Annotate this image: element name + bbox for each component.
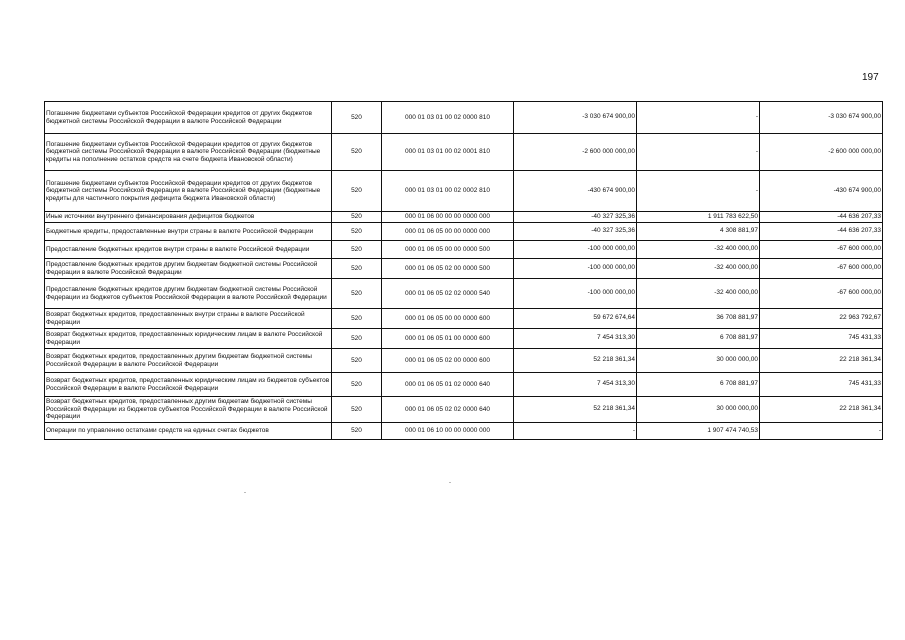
line-code: 520	[351, 356, 362, 364]
amount-approved-cell	[514, 349, 637, 373]
page-number: 197	[862, 72, 879, 83]
budget-code: 000 01 06 05 01 02 0000 640	[405, 380, 490, 388]
table-row	[45, 423, 883, 440]
budget-code-cell	[382, 397, 514, 423]
row-name: Предоставление бюджетных кредитов другим бюджетам бюджетной системы Российской Федерации из бюджетов субъектов Российской Федерации в валюте Российской Федерации	[46, 285, 327, 301]
amount-unexecuted: -67 600 000,00	[837, 264, 881, 272]
amount-unexecuted: -67 600 000,00	[837, 289, 881, 297]
budget-code: 000 01 06 05 02 02 0000 640	[405, 405, 490, 413]
amount-approved-cell	[514, 171, 637, 212]
budget-code-cell	[382, 171, 514, 212]
row-name-cell	[45, 134, 332, 171]
amount-unexecuted: -44 636 207,33	[837, 212, 881, 220]
amount-approved-cell	[514, 309, 637, 329]
line-code: 520	[351, 148, 362, 156]
line-code-cell	[332, 171, 382, 212]
line-code: 520	[351, 213, 362, 221]
budget-code-cell	[382, 309, 514, 329]
amount-approved: -40 327 325,36	[591, 212, 635, 220]
row-name: Иные источники внутреннего финансирования дефицитов бюджетов	[46, 213, 255, 221]
amount-approved-cell	[514, 241, 637, 259]
amount-approved-cell	[514, 134, 637, 171]
amount-executed: 6 708 881,97	[720, 334, 758, 342]
row-name: Бюджетные кредиты, предоставленные внутри страны в валюте Российской Федерации	[46, 227, 314, 235]
amount-approved: -430 674 900,00	[587, 186, 635, 194]
amount-unexecuted-cell	[760, 134, 883, 171]
line-code-cell	[332, 329, 382, 349]
amount-approved: -	[632, 426, 635, 434]
amount-executed-cell	[637, 423, 760, 440]
amount-executed: -	[755, 186, 758, 194]
amount-approved: 7 454 313,30	[597, 334, 635, 342]
amount-executed: 30 000 000,00	[716, 356, 758, 364]
amount-approved-cell	[514, 329, 637, 349]
amount-executed-cell	[637, 397, 760, 423]
amount-approved-cell	[514, 279, 637, 309]
line-code: 520	[351, 113, 362, 121]
table-row	[45, 329, 883, 349]
budget-code: 000 01 06 05 00 00 0000 500	[405, 245, 490, 253]
amount-executed-cell	[637, 102, 760, 134]
amount-unexecuted-cell	[760, 349, 883, 373]
budget-code: 000 01 03 01 00 02 0000 810	[405, 113, 490, 121]
amount-unexecuted-cell	[760, 223, 883, 241]
table-row	[45, 309, 883, 329]
row-name: Погашение бюджетами субъектов Российской Федерации кредитов от других бюджетов бюджетной системы Российской Федерации в валюте Российской Федерации (бюджетные кредиты на пополнение остатков средств на счете бюджета Ивановской области)	[46, 140, 321, 163]
amount-unexecuted: 22 218 361,34	[839, 405, 881, 413]
amount-executed-cell	[637, 349, 760, 373]
amount-executed: 30 000 000,00	[716, 405, 758, 413]
amount-approved: -2 600 000 000,00	[582, 147, 635, 155]
table-row	[45, 171, 883, 212]
row-name-cell	[45, 259, 332, 279]
amount-unexecuted: -3 030 674 900,00	[828, 113, 881, 121]
amount-approved-cell	[514, 397, 637, 423]
row-name-cell	[45, 397, 332, 423]
amount-unexecuted: -44 636 207,33	[837, 227, 881, 235]
amount-executed-cell	[637, 279, 760, 309]
amount-executed: 36 708 881,97	[716, 314, 758, 322]
amount-executed: 1 907 474 740,53	[707, 426, 758, 434]
amount-executed-cell	[637, 212, 760, 223]
budget-code: 000 01 06 05 00 00 0000 600	[405, 314, 490, 322]
table-row	[45, 241, 883, 259]
row-name: Операции по управлению остатками средств на единых счетах бюджетов	[46, 427, 269, 435]
amount-unexecuted-cell	[760, 171, 883, 212]
row-name: Возврат бюджетных кредитов, предоставленных юридическим лицам из бюджетов субъектов Российской Федерации в валюте Российской Федерации	[46, 376, 330, 392]
row-name: Погашение бюджетами субъектов Российской Федерации кредитов от других бюджетов бюджетной системы Российской Федерации в валюте Российской Федерации	[46, 109, 312, 125]
budget-code-cell	[382, 423, 514, 440]
line-code-cell	[332, 223, 382, 241]
amount-executed: -	[755, 147, 758, 155]
amount-approved: 52 218 361,34	[593, 356, 635, 364]
amount-executed-cell	[637, 241, 760, 259]
row-name-cell	[45, 349, 332, 373]
row-name-cell	[45, 212, 332, 223]
amount-executed-cell	[637, 134, 760, 171]
budget-code: 000 01 03 01 00 02 0001 810	[405, 148, 490, 156]
amount-unexecuted-cell	[760, 309, 883, 329]
row-name-cell	[45, 309, 332, 329]
budget-code: 000 01 06 05 01 00 0000 600	[405, 334, 490, 342]
amount-approved: -100 000 000,00	[587, 245, 635, 253]
amount-approved-cell	[514, 223, 637, 241]
line-code-cell	[332, 279, 382, 309]
amount-unexecuted-cell	[760, 241, 883, 259]
line-code: 520	[351, 187, 362, 195]
amount-executed-cell	[637, 171, 760, 212]
amount-unexecuted-cell	[760, 397, 883, 423]
table-row	[45, 373, 883, 397]
amount-unexecuted: -67 600 000,00	[837, 245, 881, 253]
row-name-cell	[45, 102, 332, 134]
amount-unexecuted: -2 600 000 000,00	[828, 147, 881, 155]
amount-approved: -3 030 674 900,00	[582, 113, 635, 121]
amount-unexecuted-cell	[760, 329, 883, 349]
budget-code-cell	[382, 241, 514, 259]
budget-code-cell	[382, 212, 514, 223]
row-name-cell	[45, 329, 332, 349]
amount-approved: 7 454 313,30	[597, 380, 635, 388]
budget-code-cell	[382, 329, 514, 349]
line-code-cell	[332, 259, 382, 279]
line-code-cell	[332, 102, 382, 134]
line-code-cell	[332, 373, 382, 397]
amount-executed: -	[755, 113, 758, 121]
table-body	[45, 102, 883, 440]
row-name: Возврат бюджетных кредитов, предоставленных внутри страны в валюте Российской Федерации	[46, 310, 305, 326]
amount-executed-cell	[637, 259, 760, 279]
amount-unexecuted: 22 963 792,67	[839, 314, 881, 322]
budget-code: 000 01 06 05 02 00 0000 600	[405, 356, 490, 364]
row-name: Предоставление бюджетных кредитов другим бюджетам бюджетной системы Российской Федерации в валюте Российской Федерации	[46, 260, 318, 276]
scan-speck	[244, 492, 246, 493]
amount-executed-cell	[637, 223, 760, 241]
row-name-cell	[45, 423, 332, 440]
amount-executed-cell	[637, 309, 760, 329]
line-code: 520	[351, 427, 362, 435]
amount-approved: -100 000 000,00	[587, 289, 635, 297]
budget-code-cell	[382, 349, 514, 373]
amount-approved-cell	[514, 373, 637, 397]
amount-executed: -32 400 000,00	[714, 245, 758, 253]
line-code-cell	[332, 309, 382, 329]
line-code: 520	[351, 289, 362, 297]
amount-executed: -32 400 000,00	[714, 289, 758, 297]
line-code: 520	[351, 405, 362, 413]
budget-code: 000 01 06 00 00 00 0000 000	[405, 213, 490, 221]
amount-unexecuted-cell	[760, 212, 883, 223]
amount-executed: -32 400 000,00	[714, 264, 758, 272]
budget-code-cell	[382, 259, 514, 279]
amount-approved-cell	[514, 259, 637, 279]
amount-approved: 59 672 674,64	[593, 314, 635, 322]
table-row	[45, 134, 883, 171]
budget-code-cell	[382, 279, 514, 309]
scan-speck	[449, 482, 451, 483]
amount-unexecuted: 22 218 361,34	[839, 356, 881, 364]
line-code-cell	[332, 349, 382, 373]
amount-unexecuted: -430 674 900,00	[833, 186, 881, 194]
table-row	[45, 349, 883, 373]
budget-code: 000 01 06 05 00 00 0000 000	[405, 227, 490, 235]
amount-executed-cell	[637, 373, 760, 397]
row-name-cell	[45, 373, 332, 397]
row-name: Возврат бюджетных кредитов, предоставленных другим бюджетам бюджетной системы Российской Федерации в валюте Российской Федерации	[46, 352, 312, 368]
amount-approved: 52 218 361,34	[593, 405, 635, 413]
line-code-cell	[332, 134, 382, 171]
amount-approved-cell	[514, 102, 637, 134]
budget-code: 000 01 06 10 00 00 0000 000	[405, 427, 490, 435]
line-code-cell	[332, 423, 382, 440]
amount-unexecuted: -	[878, 426, 881, 434]
amount-executed: 6 708 881,97	[720, 380, 758, 388]
table-row	[45, 102, 883, 134]
line-code: 520	[351, 245, 362, 253]
line-code: 520	[351, 334, 362, 342]
budget-code: 000 01 06 05 02 02 0000 540	[405, 289, 490, 297]
line-code: 520	[351, 264, 362, 272]
budget-code-cell	[382, 373, 514, 397]
row-name-cell	[45, 241, 332, 259]
line-code-cell	[332, 397, 382, 423]
row-name-cell	[45, 171, 332, 212]
table-row	[45, 212, 883, 223]
amount-unexecuted-cell	[760, 423, 883, 440]
row-name: Возврат бюджетных кредитов, предоставленных другим бюджетам бюджетной системы Российской Федерации из бюджетов субъектов Российской Федерации в валюте Российской Федерации	[46, 398, 328, 421]
amount-unexecuted-cell	[760, 279, 883, 309]
budget-code: 000 01 06 05 02 00 0000 500	[405, 264, 490, 272]
line-code-cell	[332, 212, 382, 223]
budget-code-cell	[382, 134, 514, 171]
table-row	[45, 397, 883, 423]
amount-approved: -100 000 000,00	[587, 264, 635, 272]
amount-executed: 4 308 881,97	[720, 227, 758, 235]
row-name: Погашение бюджетами субъектов Российской Федерации кредитов от других бюджетов бюджетной системы Российской Федерации в валюте Российской Федерации (бюджетные кредиты для частичного покрытия дефицита бюджета Ивановской области)	[46, 179, 321, 202]
amount-unexecuted: 745 431,33	[848, 380, 881, 388]
row-name-cell	[45, 223, 332, 241]
row-name: Предоставление бюджетных кредитов внутри страны в валюте Российской Федерации	[46, 245, 310, 253]
line-code: 520	[351, 314, 362, 322]
amount-unexecuted-cell	[760, 373, 883, 397]
table-row	[45, 259, 883, 279]
amount-executed: 1 911 783 622,50	[707, 212, 758, 220]
amount-unexecuted-cell	[760, 102, 883, 134]
amount-unexecuted-cell	[760, 259, 883, 279]
budget-code-cell	[382, 223, 514, 241]
budget-code: 000 01 03 01 00 02 0002 810	[405, 187, 490, 195]
amount-unexecuted: 745 431,33	[848, 334, 881, 342]
amount-executed-cell	[637, 329, 760, 349]
row-name-cell	[45, 279, 332, 309]
amount-approved: -40 327 325,36	[591, 227, 635, 235]
budget-code-cell	[382, 102, 514, 134]
budget-sources-table	[44, 101, 883, 440]
amount-approved-cell	[514, 212, 637, 223]
line-code-cell	[332, 241, 382, 259]
row-name: Возврат бюджетных кредитов, предоставленных юридическим лицам в валюте Российской Федерации	[46, 330, 323, 346]
line-code: 520	[351, 380, 362, 388]
table-row	[45, 279, 883, 309]
line-code: 520	[351, 227, 362, 235]
amount-approved-cell	[514, 423, 637, 440]
table-row	[45, 223, 883, 241]
